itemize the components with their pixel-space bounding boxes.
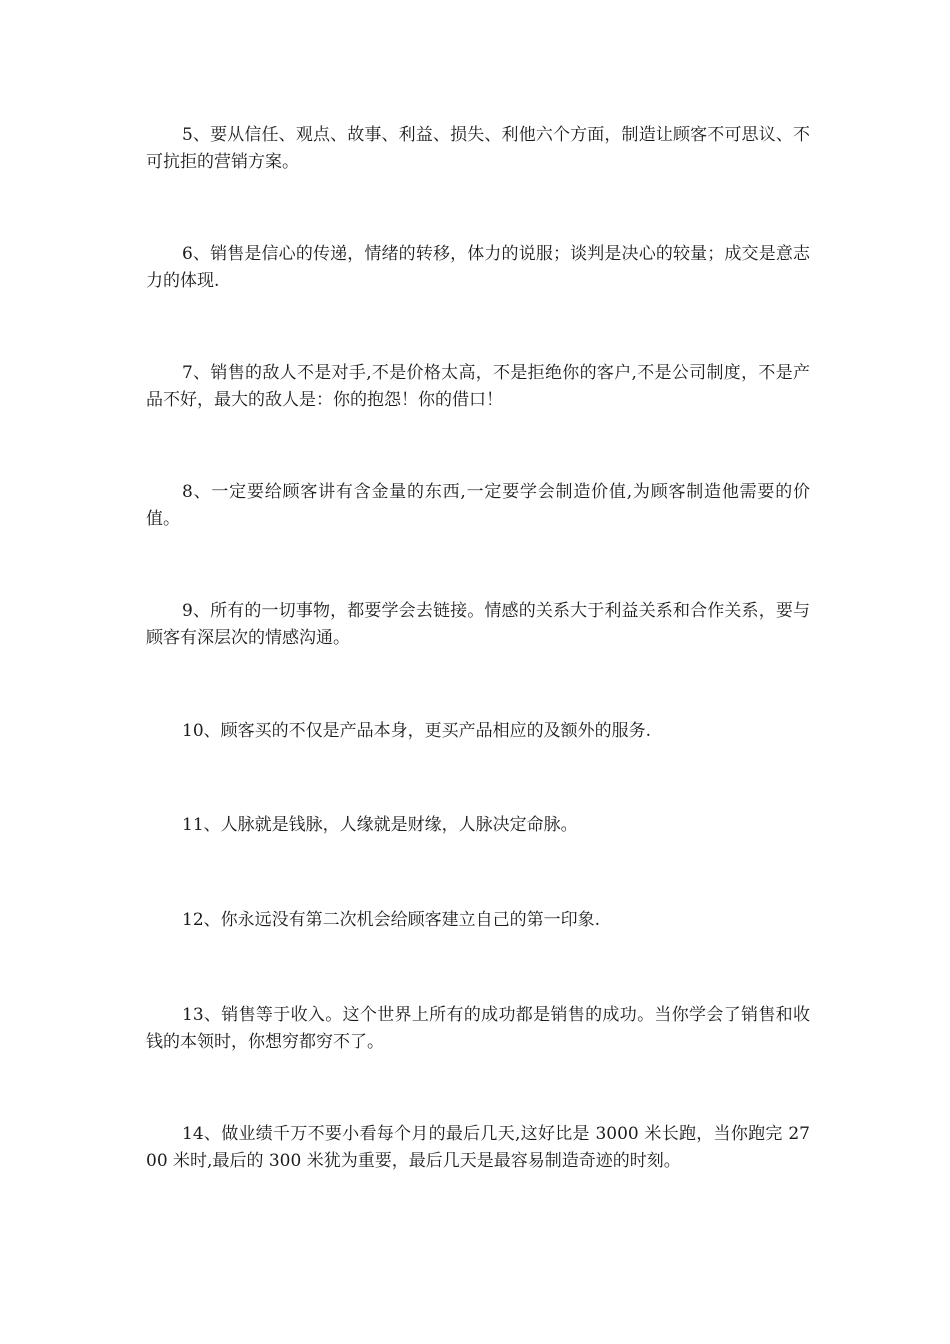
paragraph-11: 11、人脉就是钱脉，人缘就是财缘，人脉决定命脉。 bbox=[182, 815, 578, 835]
paragraph-6: 6、销售是信心的传递，情绪的转移，体力的说服；谈判是决心的较量；成交是意志力的体现. bbox=[146, 244, 810, 291]
paragraph-5: 5、要从信任、观点、故事、利益、损失、利他六个方面，制造让顾客不可思议、不可抗拒的营销方案。 bbox=[146, 125, 810, 172]
paragraph-13: 13、销售等于收入。这个世界上所有的成功都是销售的成功。当你学会了销售和收钱的本领时，你想穷都穷不了。 bbox=[146, 1005, 810, 1052]
paragraph-14: 14、做业绩千万不要小看每个月的最后几天,这好比是 3000 米长跑，当你跑完 2700 米时,最后的 300 米犹为重要，最后几天是最容易制造奇迹的时刻。 bbox=[146, 1124, 810, 1171]
paragraph-10: 10、顾客买的不仅是产品本身，更买产品相应的及额外的服务. bbox=[182, 721, 652, 741]
paragraph-7: 7、销售的敌人不是对手,不是价格太高，不是拒绝你的客户,不是公司制度，不是产品不好，最大的敌人是：你的抱怨！你的借口！ bbox=[146, 363, 810, 410]
paragraph-8: 8、一定要给顾客讲有含金量的东西,一定要学会制造价值,为顾客制造他需要的价值。 bbox=[146, 482, 810, 529]
paragraph-12: 12、你永远没有第二次机会给顾客建立自己的第一印象. bbox=[182, 910, 601, 930]
paragraph-9: 9、所有的一切事物，都要学会去链接。情感的关系大于利益关系和合作关系，要与顾客有深层次的情感沟通。 bbox=[146, 601, 810, 648]
